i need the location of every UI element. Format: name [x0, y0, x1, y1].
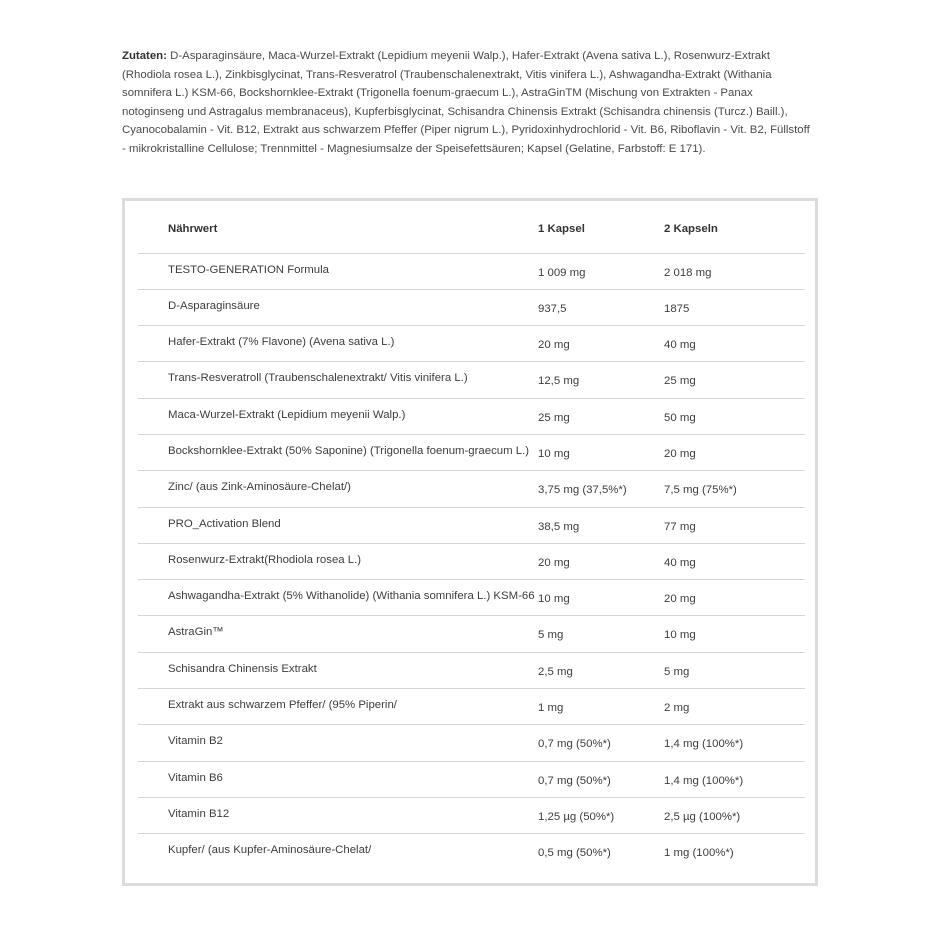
table-header-row	[138, 201, 805, 253]
amount-1-capsule-cell: 1 mg	[538, 689, 664, 725]
nutrient-name-cell: Vitamin B6	[138, 761, 538, 797]
amount-1-capsule-cell: 0,5 mg (50%*)	[538, 847, 611, 860]
amount-2-capsules-cell: 10 mg	[664, 616, 805, 652]
table-row	[138, 289, 805, 325]
nutrient-name-cell: Vitamin B12	[138, 797, 538, 833]
nutrient-name-cell: Ashwagandha-Extrakt (5% Withanolide) (Withania somnifera L.) KSM-66	[138, 580, 538, 616]
amount-2-capsules-cell: 25 mg	[664, 362, 805, 398]
amount-1-capsule-cell: 3,75 mg (37,5%*)	[538, 471, 664, 507]
amount-1-capsule-cell: 2,5 mg	[538, 652, 664, 688]
amount-1-capsule-cell: 0,7 mg (50%*)	[538, 725, 664, 761]
amount-2-capsules-cell: 1 mg (100%*)	[664, 847, 734, 860]
amount-1-capsule-cell: 10 mg	[538, 434, 664, 470]
amount-1-capsule-cell: 0,7 mg (50%*)	[538, 761, 664, 797]
nutrient-name-cell: Trans-Resveratroll (Traubenschalenextrakt/ Vitis vinifera L.)	[138, 362, 538, 398]
table-row	[138, 616, 805, 652]
table-row	[138, 326, 805, 362]
table-row	[138, 434, 805, 470]
nutrient-name-cell: AstraGin™	[138, 616, 538, 652]
table-row	[138, 652, 805, 688]
amount-2-capsules-cell: 5 mg	[664, 652, 805, 688]
nutrient-name-cell: Rosenwurz-Extrakt(Rhodiola rosea L.)	[138, 543, 538, 579]
amount-1-capsule-cell: 38,5 mg	[538, 507, 664, 543]
amount-2-capsules-cell: 1,4 mg (100%*)	[664, 761, 805, 797]
amount-2-capsules-cell: 20 mg	[664, 580, 805, 616]
table-row	[138, 471, 805, 507]
nutrition-table-frame	[122, 198, 818, 886]
amount-1-capsule-cell: 5 mg	[538, 616, 664, 652]
table-row	[138, 507, 805, 543]
table-row	[138, 761, 805, 797]
amount-1-capsule-cell: 937,5	[538, 289, 664, 325]
header-2-kapseln: 2 Kapseln	[664, 201, 805, 253]
amount-2-capsules-cell: 2 mg	[664, 689, 805, 725]
nutrition-table	[138, 201, 805, 870]
table-row	[138, 689, 805, 725]
table-row	[138, 580, 805, 616]
amount-2-capsules-cell: 40 mg	[664, 543, 805, 579]
table-row	[138, 797, 805, 833]
amount-2-capsules-cell: 77 mg	[664, 507, 805, 543]
ingredients-text: D-Asparaginsäure, Maca-Wurzel-Extrakt (Lepidium meyenii Walp.), Hafer-Extrakt (Avena sativa L.), Rosenwurz-Extrakt (Rhodiola rosea L.), Zinkbisglycinat, Trans-Resveratrol (Traubenschalenextrakt, Vitis vinifera L.), Ashwagandha-Extrakt (Withania somnifera L.) KSM-66, Bockshornklee-Extrakt (Trigonella foenum-graecum L.), AstraGinTM (Mischung von Extrakten - Panax notoginseng und Astragalus membranaceus), Kupferbisglycinat, Schisandra Chinensis Extrakt (Schisandra chinensis (Turcz.) Baill.), Cyanocobalamin - Vit. B12, Extrakt aus schwarzem Pfeffer (Piper nigrum L.), Pyridoxinhydrochlorid - Vit. B6, Riboflavin - Vit. B2, Füllstoff - mikrokristalline Cellulose; Trennmittel - Magnesiumsalze der Speisefettsäuren; Kapsel (Gelatine, Farbstoff: E 171).	[122, 50, 810, 155]
amount-2-capsules-cell: 2 018 mg	[664, 253, 805, 289]
nutrient-name-cell: Zinc/ (aus Zink-Aminosäure-Chelat/)	[138, 471, 538, 507]
ingredients-paragraph	[122, 47, 812, 159]
nutrient-name-cell: Extrakt aus schwarzem Pfeffer/ (95% Piperin/	[138, 689, 538, 725]
amount-1-capsule-cell: 25 mg	[538, 398, 664, 434]
ingredients-label: Zutaten:	[122, 50, 167, 62]
amount-1-capsule-cell: 20 mg	[538, 326, 664, 362]
amount-2-capsules-cell: 7,5 mg (75%*)	[664, 471, 805, 507]
nutrient-name-cell: Bockshornklee-Extrakt (50% Saponine) (Trigonella foenum-graecum L.)	[138, 434, 538, 470]
amount-2-capsules-cell: 20 mg	[664, 434, 805, 470]
header-1-kapsel: 1 Kapsel	[538, 201, 664, 253]
amount-2-capsules-cell: 2,5 µg (100%*)	[664, 797, 805, 833]
table-row	[138, 543, 805, 579]
nutrient-name-cell: Hafer-Extrakt (7% Flavone) (Avena sativa L.)	[138, 326, 538, 362]
amount-1-capsule-cell: 10 mg	[538, 580, 664, 616]
nutrient-name-cell: TESTO-GENERATION Formula	[138, 253, 538, 289]
nutrient-name-cell: D-Asparaginsäure	[138, 289, 538, 325]
nutrient-name-cell: PRO_Activation Blend	[138, 507, 538, 543]
amount-1-capsule-cell: 20 mg	[538, 543, 664, 579]
amount-1-capsule-cell: 1,25 µg (50%*)	[538, 797, 664, 833]
amount-1-capsule-cell: 12,5 mg	[538, 362, 664, 398]
table-row	[138, 362, 805, 398]
nutrient-name-cell: Maca-Wurzel-Extrakt (Lepidium meyenii Walp.)	[138, 398, 538, 434]
amount-2-capsules-cell: 1875	[664, 289, 805, 325]
table-row	[138, 253, 805, 289]
table-row	[138, 834, 805, 870]
amount-2-capsules-cell: 50 mg	[664, 398, 805, 434]
amount-2-capsules-cell: 1,4 mg (100%*)	[664, 725, 805, 761]
nutrient-name-cell: Kupfer/ (aus Kupfer-Aminosäure-Chelat/	[168, 844, 372, 857]
amount-2-capsules-cell: 40 mg	[664, 326, 805, 362]
amount-1-capsule-cell: 1 009 mg	[538, 253, 664, 289]
nutrient-name-cell: Vitamin B2	[138, 725, 538, 761]
table-row	[138, 398, 805, 434]
table-row	[138, 725, 805, 761]
header-naehrwert: Nährwert	[138, 201, 538, 253]
nutrient-name-cell: Schisandra Chinensis Extrakt	[138, 652, 538, 688]
